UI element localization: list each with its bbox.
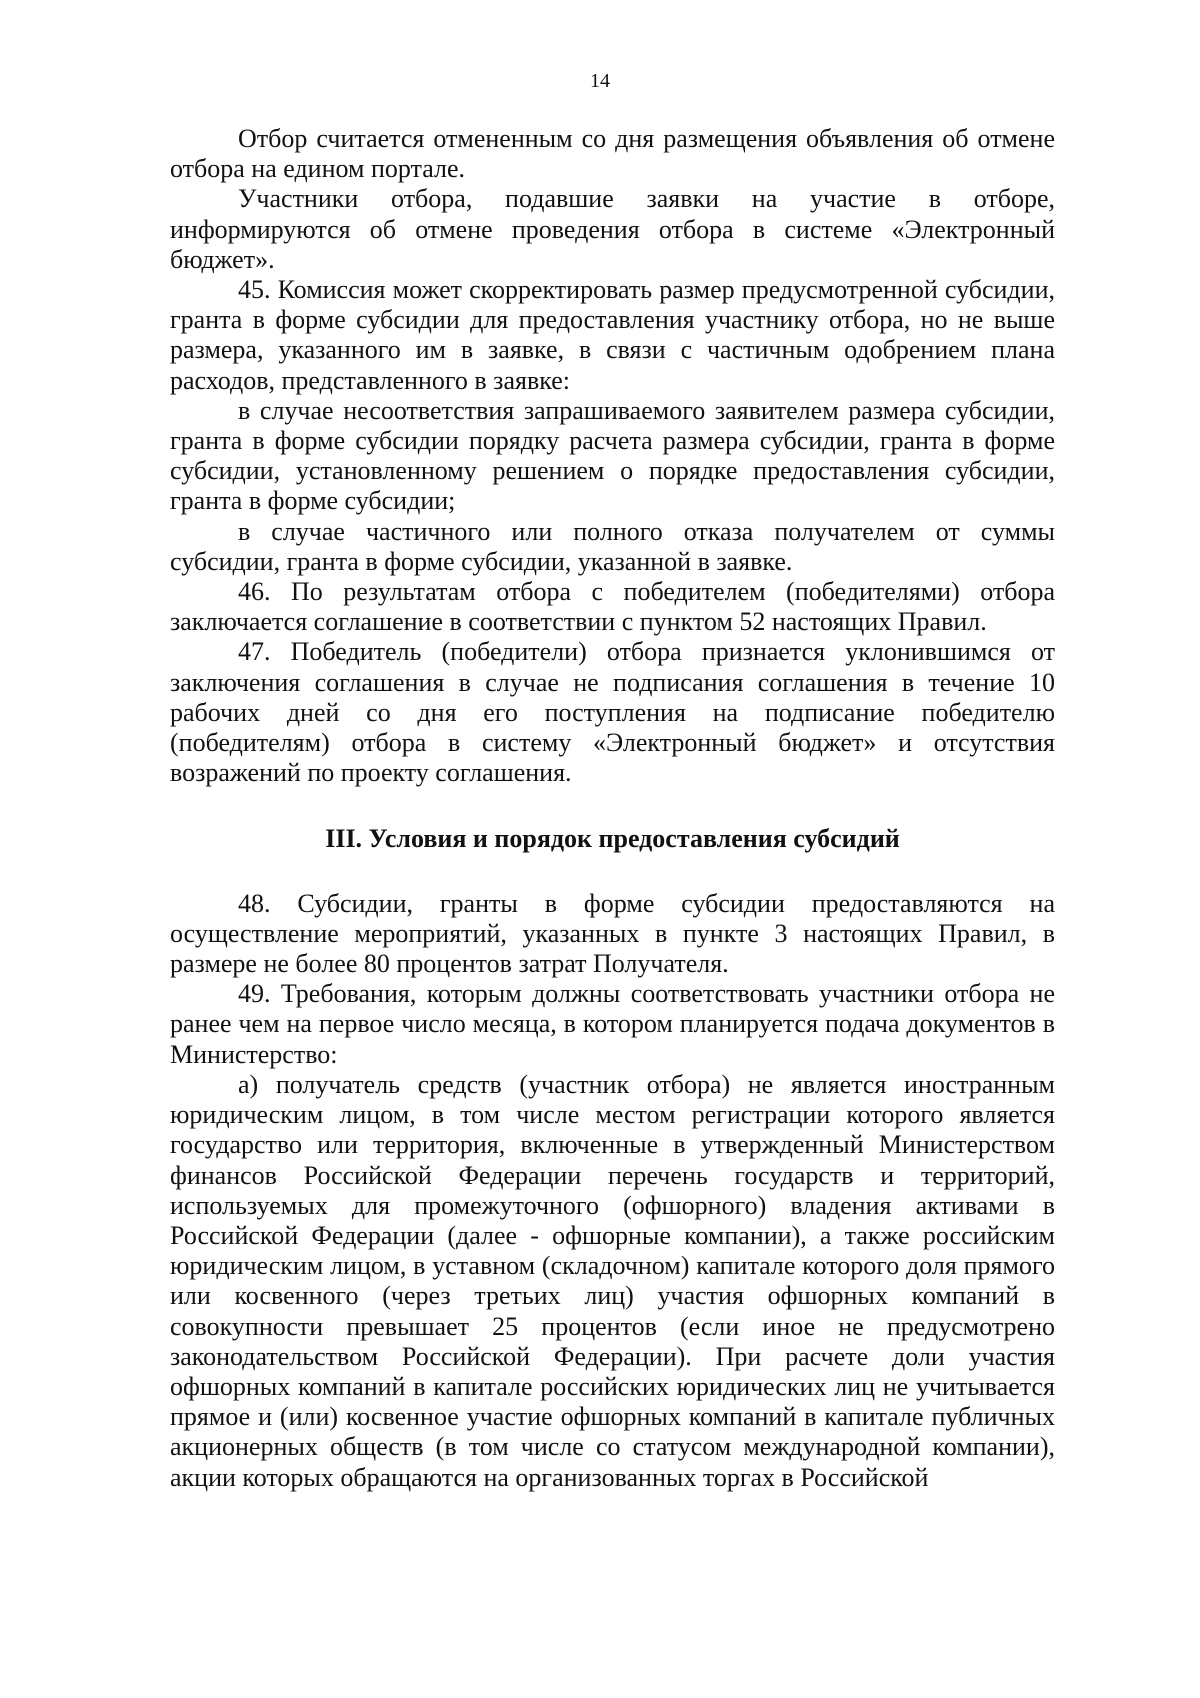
paragraph-47: 47. Победитель (победители) отбора признается уклонившимся от заключения соглашения в случае не подписания соглашения в течение 10 рабочих дней со дня его поступления на подписание победителю (победителям) отбора в систему «Электронный бюджет» и отсутствия возражений по проекту соглашения.	[170, 637, 1055, 788]
page-number: 14	[590, 70, 610, 92]
section-heading: III. Условия и порядок предоставления субсидий	[325, 824, 900, 854]
paragraph-45-case-mismatch: в случае несоответствия запрашиваемого заявителем размера субсидии, гранта в форме субсидии порядку расчета размера субсидии, гранта в форме субсидии, установленному решением о порядке предоставления субсидии, гранта в форме субсидии;	[170, 395, 1055, 516]
document-body	[170, 124, 1055, 1493]
paragraph-48: 48. Субсидии, гранты в форме субсидии предоставляются на осуществление мероприятий, указанных в пункте 3 настоящих Правил, в размере не более 80 процентов затрат Получателя.	[170, 888, 1055, 979]
paragraph-45: 45. Комиссия может скорректировать размер предусмотренной субсидии, гранта в форме субсидии для предоставления участнику отбора, но не выше размера, указанного им в заявке, в связи с частичным одобрением плана расходов, представленного в заявке:	[170, 275, 1055, 395]
paragraph-46: 46. По результатам отбора с победителем (победителями) отбора заключается соглашение в соответствии с пунктом 52 настоящих Правил.	[170, 577, 1055, 637]
paragraph-45-case-refusal: в случае частичного или полного отказа получателем от суммы субсидии, гранта в форме субсидии, указанной в заявке.	[170, 516, 1055, 576]
paragraph-cancel-notice: Отбор считается отмененным со дня размещения объявления об отмене отбора на едином портале.	[170, 124, 1055, 184]
paragraph-participants-informed: Участники отбора, подавшие заявки на участие в отборе, информируются об отмене проведения отбора в системе «Электронный бюджет».	[170, 184, 1055, 274]
paragraph-49-a: а) получатель средств (участник отбора) не является иностранным юридическим лицом, в том числе местом регистрации которого является государство или территория, включенные в утвержденный Министерством финансов Российской Федерации перечень государств и территорий, используемых для промежуточного (офшорного) владения активами в Российской Федерации (далее - офшорные компании), а также российским юридическим лицом, в уставном (складочном) капитале которого доля прямого или косвенного (через третьих лиц) участия офшорных компаний в совокупности превышает 25 процентов (если иное не предусмотрено законодательством Российской Федерации). При расчете доли участия офшорных компаний в капитале российских юридических лиц не учитывается прямое и (или) косвенное участие офшорных компаний в капитале публичных акционерных обществ (в том числе со статусом международной компании), акции которых обращаются на организованных торгах в Российской	[170, 1069, 1055, 1492]
paragraph-49: 49. Требования, которым должны соответствовать участники отбора не ранее чем на первое число месяца, в котором планируется подача документов в Министерство:	[170, 979, 1055, 1069]
